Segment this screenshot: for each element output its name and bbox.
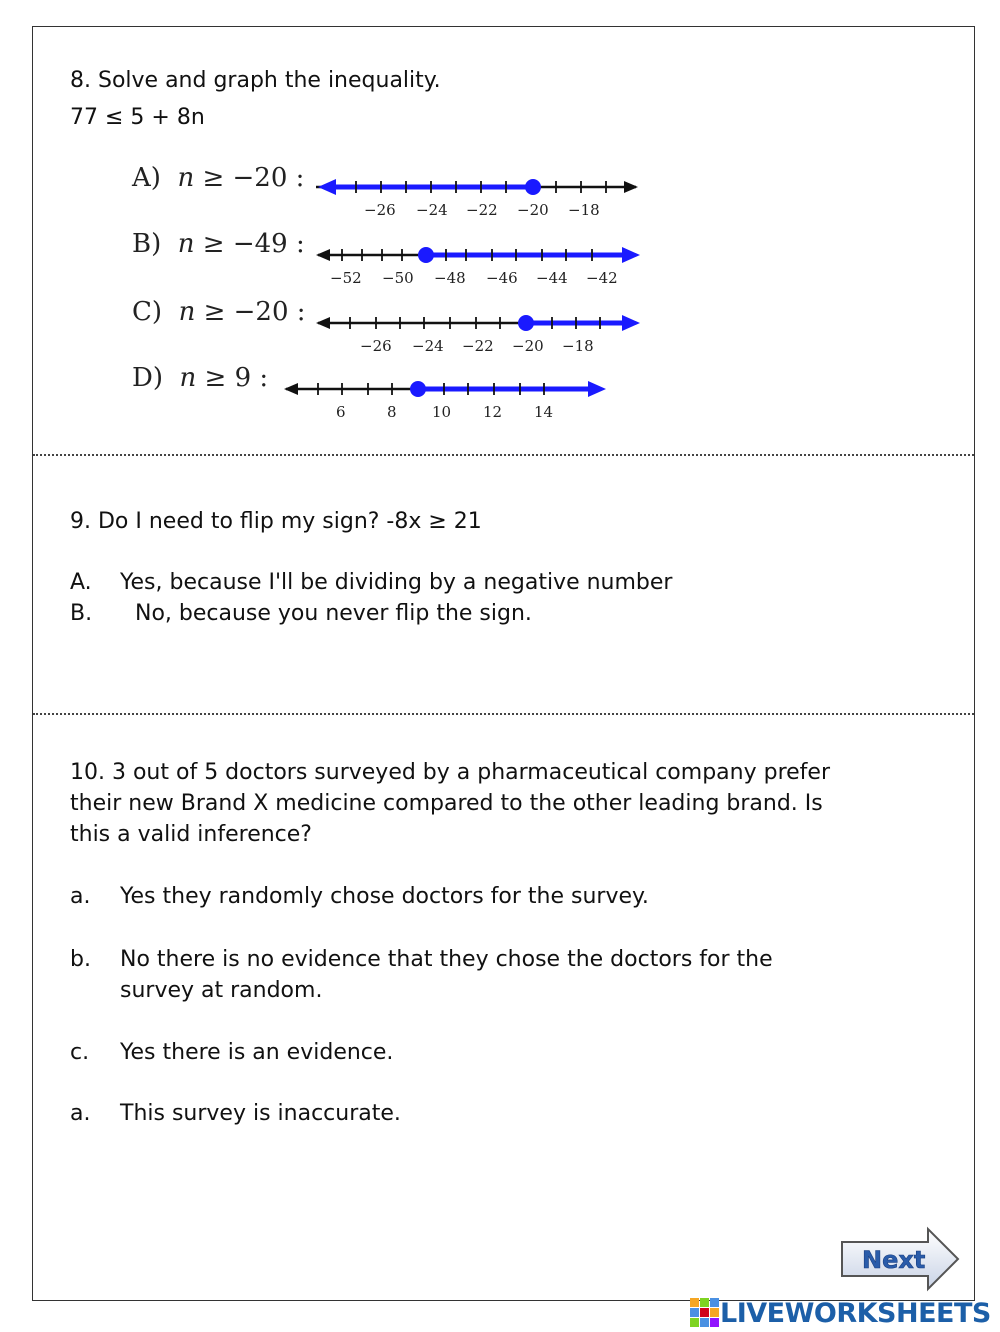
tick-label: −46 — [486, 269, 518, 287]
q8-option-b-label: B) n ≥ −49 : — [132, 229, 305, 259]
arrow-right — [622, 315, 640, 331]
q8-inequality: 77 ≤ 5 + 8n — [70, 105, 205, 130]
closed-point — [418, 247, 434, 263]
closed-point — [518, 315, 534, 331]
arrow-left — [284, 383, 298, 395]
liveworksheets-logo — [690, 1296, 991, 1330]
q10-option-b-text-line-1: No there is no evidence that they chose the doctors for the — [120, 947, 773, 972]
tick-label: −26 — [360, 337, 392, 355]
tick-label: −20 — [512, 337, 544, 355]
tick-label: 14 — [534, 403, 554, 421]
q8-number-line-c — [316, 309, 646, 359]
tick-label: −26 — [364, 201, 396, 219]
separator-2 — [33, 713, 974, 715]
tick-label: 12 — [483, 403, 503, 421]
q9-option-a-letter: A. — [70, 570, 92, 595]
tick-label: −48 — [434, 269, 466, 287]
q8-number-line-b — [316, 241, 646, 291]
q9-prompt: 9. Do I need to flip my sign? -8x ≥ 21 — [70, 509, 482, 534]
tick-label: −50 — [382, 269, 414, 287]
q10-option-d-text: This survey is inaccurate. — [120, 1101, 401, 1126]
tick-label: −24 — [412, 337, 444, 355]
arrow-right — [624, 181, 638, 193]
q10-option-c-letter: c. — [70, 1040, 90, 1065]
tick-label: −24 — [416, 201, 448, 219]
q10-option-c-text: Yes there is an evidence. — [120, 1040, 394, 1065]
arrow-right — [622, 247, 640, 263]
tick-label: −42 — [586, 269, 618, 287]
q8-option-c-label: C) n ≥ −20 : — [132, 297, 306, 327]
q10-option-d-letter: a. — [70, 1101, 91, 1126]
q10-prompt-line-2: their new Brand X medicine compared to the other leading brand. Is — [70, 791, 823, 816]
tick-label: 10 — [432, 403, 452, 421]
q9-option-b-text: No, because you never flip the sign. — [135, 601, 532, 626]
q9-option-b-letter: B. — [70, 601, 93, 626]
q10-prompt-line-1: 10. 3 out of 5 doctors surveyed by a pharmaceutical company prefer — [70, 760, 830, 785]
tick-label: 8 — [387, 403, 397, 421]
arrow-left — [316, 249, 330, 261]
q10-option-b-text-line-2: survey at random. — [120, 978, 323, 1003]
q8-option-d-label: D) n ≥ 9 : — [132, 363, 269, 393]
tick-label: −22 — [462, 337, 494, 355]
q10-option-a-letter: a. — [70, 884, 91, 909]
tick-label: −18 — [562, 337, 594, 355]
q10-prompt-line-3: this a valid inference? — [70, 822, 312, 847]
tick-label: −20 — [517, 201, 549, 219]
tick-label: −44 — [536, 269, 568, 287]
q10-option-b-letter: b. — [70, 947, 91, 972]
tick-label: −22 — [466, 201, 498, 219]
brand-name: LIVEWORKSHEETS — [720, 1297, 991, 1329]
q9-option-a-text: Yes, because I'll be dividing by a negative number — [120, 570, 673, 595]
q8-number-line-d — [284, 375, 614, 425]
q8-prompt: 8. Solve and graph the inequality. — [70, 68, 441, 93]
logo-blocks-icon — [690, 1298, 720, 1328]
q8-number-line-a — [316, 173, 646, 223]
closed-point — [525, 179, 541, 195]
next-button[interactable] — [838, 1226, 962, 1292]
arrow-left — [316, 317, 330, 329]
tick-label: 6 — [336, 403, 346, 421]
arrow-right — [588, 381, 606, 397]
tick-label: −18 — [568, 201, 600, 219]
worksheet-page — [32, 26, 975, 1301]
separator-1 — [33, 454, 974, 456]
arrow-left — [318, 179, 336, 195]
closed-point — [410, 381, 426, 397]
tick-label: −52 — [330, 269, 362, 287]
q8-option-a-label: A) n ≥ −20 : — [132, 163, 305, 193]
q10-option-a-text: Yes they randomly chose doctors for the survey. — [120, 884, 649, 909]
next-button-label: Next — [862, 1246, 926, 1274]
